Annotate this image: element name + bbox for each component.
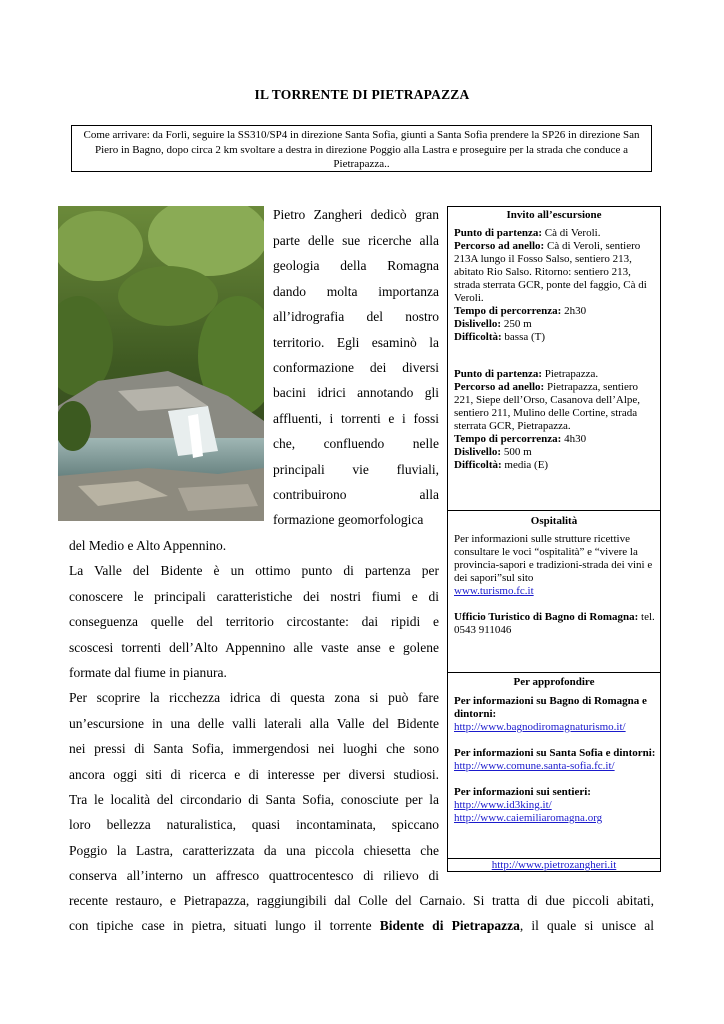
body-line: dando molta importanza — [273, 284, 439, 299]
page-title: IL TORRENTE DI PIETRAPAZZA — [254, 87, 470, 102]
directions-box: Come arrivare: da Forlì, seguire la SS310/SP4 in direzione Santa Sofia, giunti a Santa Sofia prendere la SP26 in direzione San Piero in Bagno, dopo circa 2 km svoltare a destra in direzione Poggio alla Lastra e proseguire per la strada che conduce a Pietrapazza.. — [71, 125, 652, 172]
body-line: contribuirono alla — [273, 487, 439, 502]
body-line: scoscesi torrenti dell’Alto Appennino alle vaste anse e golene — [69, 640, 439, 655]
body-line: del Medio e Alto Appennino. — [69, 538, 227, 553]
body-line: parte delle sue ricerche alla — [273, 233, 439, 248]
waterfall-photo — [58, 206, 264, 521]
approfondire-section — [448, 672, 660, 858]
sofia-label: Per informazioni su Santa Sofia e dintorni: — [454, 747, 656, 759]
zangheri-link[interactable]: http://www.pietrozangheri.it — [491, 859, 617, 871]
invito-title: Invito all’escursione — [506, 209, 602, 221]
value: 250 m — [501, 318, 532, 330]
approfondire-title: Per approfondire — [513, 676, 595, 688]
footer-section — [448, 858, 660, 872]
approfondire-body — [454, 695, 656, 825]
sofia-link[interactable]: http://www.comune.santa-sofia.fc.it/ — [454, 760, 615, 772]
ospitalita-body — [454, 533, 656, 637]
turismo-link[interactable]: www.turismo.fc.it — [454, 585, 534, 597]
text-run: con tipiche case in pietra, situati lungo il torrente — [69, 918, 380, 933]
route-2 — [454, 368, 656, 472]
value: media (E) — [501, 459, 549, 471]
value: 2h30 — [561, 305, 587, 317]
body-line: loro bellezza naturalistica, quasi incontaminata, spiccano — [69, 817, 439, 832]
ufficio-label: Ufficio Turistico di Bagno di Romagna: — [454, 611, 639, 623]
label: Difficoltà: — [454, 459, 502, 471]
body-line-last — [69, 918, 654, 934]
body-line: che, confluendo nelle — [273, 436, 439, 451]
body-line: formazione geomorfologica — [273, 512, 424, 527]
ufficio-tel: tel. 0543 911046 — [454, 611, 655, 636]
label: Tempo di percorrenza: — [454, 433, 562, 445]
value: Cà di Veroli. — [542, 227, 601, 239]
value: bassa (T) — [501, 331, 546, 343]
label: Punto di partenza: — [454, 227, 542, 239]
label: Dislivello: — [454, 318, 502, 330]
body-line: ancora oggi siti di ricerca e di interesse per diversi studiosi. — [69, 767, 439, 782]
body-line: conseguenza quelle del territorio circostante: dai ripidi e — [69, 614, 439, 629]
river-name: Bidente di Pietrapazza — [379, 918, 520, 933]
label: Dislivello: — [454, 446, 502, 458]
ospitalita-text: Per informazioni sulle strutture ricettive consultare le voci “ospitalità” e “vivere la provincia-sapori e tradizioni-strada dei vini e dei sapori”sul sito — [454, 533, 653, 584]
invito-section — [448, 207, 660, 507]
body-line: territorio. Egli esaminò la — [273, 335, 439, 350]
body-line: formate dal fiume in pianura. — [69, 665, 227, 680]
value: Cà di Veroli, sentiero 213A lungo il Fosso Salso, sentiero 213, abitato Rio Salso. Ritorno: sentiero 213, strada sterrata GCR, ponte del faggio, Cà di Veroli. — [454, 240, 647, 304]
body-line: Tra le località del circondario di Santa Sofia, conosciute per la — [69, 792, 439, 807]
body-line: conserva all’interno un affresco quattrocentesco di rilievo di — [69, 868, 439, 883]
body-line: La Valle del Bidente è un ottimo punto di partenza per — [69, 563, 439, 578]
body-line: conformazione dei diversi — [273, 360, 439, 375]
value: Pietrapazza. — [542, 368, 599, 380]
body-line: recente restauro, e Pietrapazza, raggiungibili dal Colle del Carnaio. Si tratta di due piccoli abitati, — [69, 893, 654, 908]
ospitalita-title: Ospitalità — [530, 515, 578, 527]
label: Percorso ad anello: — [454, 240, 545, 252]
value: 4h30 — [561, 433, 587, 445]
body-line: all’idrografia del nostro — [273, 309, 439, 324]
bagno-label: Per informazioni su Bagno di Romagna e dintorni: — [454, 695, 647, 720]
sentieri-link-1[interactable]: http://www.id3king.it/ — [454, 799, 552, 811]
bagno-link[interactable]: http://www.bagnodiromagnaturismo.it/ — [454, 721, 626, 733]
route-1 — [454, 227, 656, 344]
body-line: conoscere le principali caratteristiche dei nostri fiumi e di — [69, 589, 439, 604]
body-line: geologia della Romagna — [273, 258, 439, 273]
body-line: affluenti, i torrenti e i fossi — [273, 411, 439, 426]
body-line: un’escursione in una delle valli laterali alla Valle del Bidente — [69, 716, 439, 731]
body-line: principali vie fluviali, — [273, 462, 439, 477]
label: Percorso ad anello: — [454, 381, 545, 393]
ospitalita-section — [448, 510, 660, 671]
value: Pietrapazza, sentiero 221, Siepe dell’Orso, Casanova dell’Alpe, sentiero 211, Mulino delle Cortine, strada sterrata GCR, Pietrapazza. — [454, 381, 641, 432]
label: Punto di partenza: — [454, 368, 542, 380]
label: Difficoltà: — [454, 331, 502, 343]
body-line: bacini idrici annotando gli — [273, 385, 439, 400]
label: Tempo di percorrenza: — [454, 305, 562, 317]
body-line: nei pressi di Santa Sofia, immergendosi nei luoghi che sono — [69, 741, 439, 756]
sentieri-label: Per informazioni sui sentieri: — [454, 786, 591, 798]
sentieri-link-2[interactable]: http://www.caiemiliaromagna.org — [454, 812, 603, 824]
body-line: Pietro Zangheri dedicò gran — [273, 207, 439, 222]
value: 500 m — [501, 446, 532, 458]
body-line: Per scoprire la ricchezza idrica di questa zona si può fare — [69, 690, 439, 705]
info-sidebar — [447, 206, 661, 872]
text-run: , il quale si unisce al — [519, 918, 654, 933]
body-line: Poggio la Lastra, caratterizzata da una piccola chiesetta che — [69, 843, 439, 858]
